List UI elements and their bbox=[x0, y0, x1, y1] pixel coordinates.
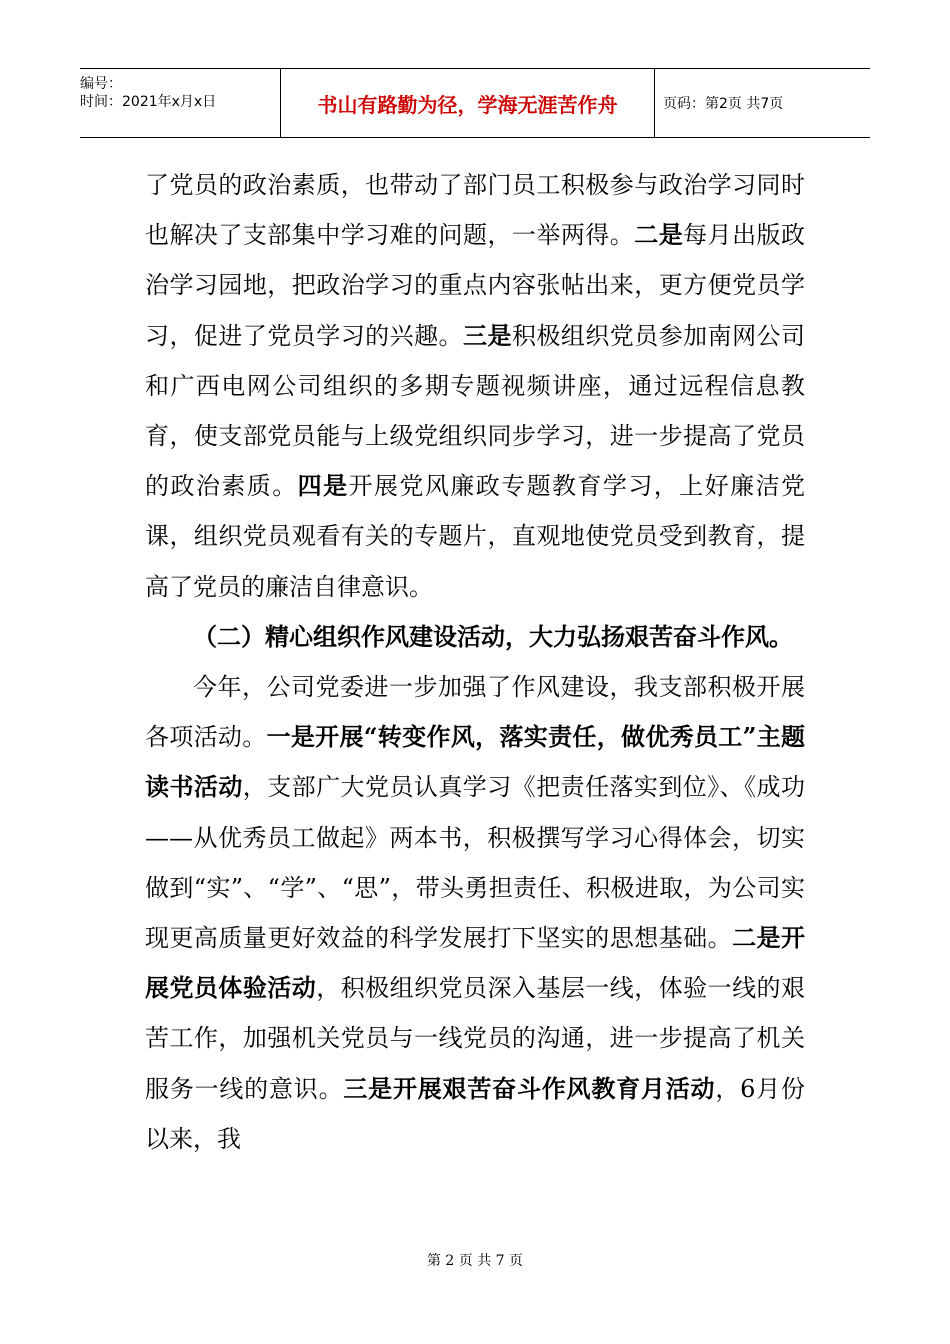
text-run: 开展党风廉政专题教育学习，上好廉洁党课，组织党员观看有关的专题片，直观地使党员受到教育，提高了党员的廉洁自律意识。 bbox=[145, 472, 806, 601]
bold-text-run: 二是 bbox=[634, 220, 684, 250]
header-motto: 书山有路勤为径，学海无涯苦作舟 bbox=[280, 69, 655, 137]
bold-text-run: 一是开展“转变作风，落实责任，做优秀员工”主题读书活动 bbox=[145, 722, 806, 802]
text-run: ，6月份以来，我 bbox=[145, 1074, 805, 1153]
page-footer: 第 2 页 共 7 页 bbox=[426, 1253, 524, 1269]
section-heading-2: （二）精心组织作风建设活动，大力弘扬艰苦奋斗作风。 bbox=[193, 621, 793, 651]
text-run: 每月出版政治学习园地，把政治学习的重点内容张帖出来，更方便党员学习，促进了党员学习的兴趣。 bbox=[145, 221, 806, 350]
document-body bbox=[145, 160, 805, 1164]
header-page-code: 页码：第2页 共7页 bbox=[663, 96, 784, 112]
page-header bbox=[80, 68, 870, 138]
text-run: 了党员的政治素质，也带动了部门员工积极参与政治学习同时也解决了支部集中学习难的问题，一举两得。 bbox=[145, 171, 805, 250]
paragraph-study bbox=[145, 160, 805, 612]
text-run: 今年，公司党委进一步加强了作风建设，我支部积极开展各项活动。 bbox=[145, 673, 805, 752]
document-number-label: 编号： bbox=[80, 76, 122, 92]
paragraph-style-building bbox=[145, 662, 805, 1164]
header-meta bbox=[80, 69, 280, 137]
bold-text-run: 四是 bbox=[297, 471, 349, 501]
bold-text-run: 三是 bbox=[463, 320, 512, 350]
text-run: 积极组织党员参加南网公司和广西电网公司组织的多期专题视频讲座，通过远程信息教育，使支部党员能与上级党组织同步学习，进一步提高了党员的政治素质。 bbox=[145, 321, 806, 501]
bold-text-run: 三是开展艰苦奋斗作风教育月活动 bbox=[343, 1073, 716, 1103]
bold-text-run: 二是开展党员体验活动 bbox=[145, 923, 806, 1003]
text-run: ，支部广大党员认真学习《把责任落实到位》、《成功——从优秀员工做起》两本书，积极撰写学习心得体会，切实做到“实”、“学”、“思”，带头勇担责任、积极进取，为公司实现更高质量更好效益的科学发展打下坚实的思想基础。 bbox=[145, 773, 806, 953]
document-time-label: 时间：2021年x月x日 bbox=[80, 94, 217, 110]
text-run: ，积极组织党员深入基层一线，体验一线的艰苦工作，加强机关党员与一线党员的沟通，进一步提高了机关服务一线的意识。 bbox=[145, 974, 806, 1103]
